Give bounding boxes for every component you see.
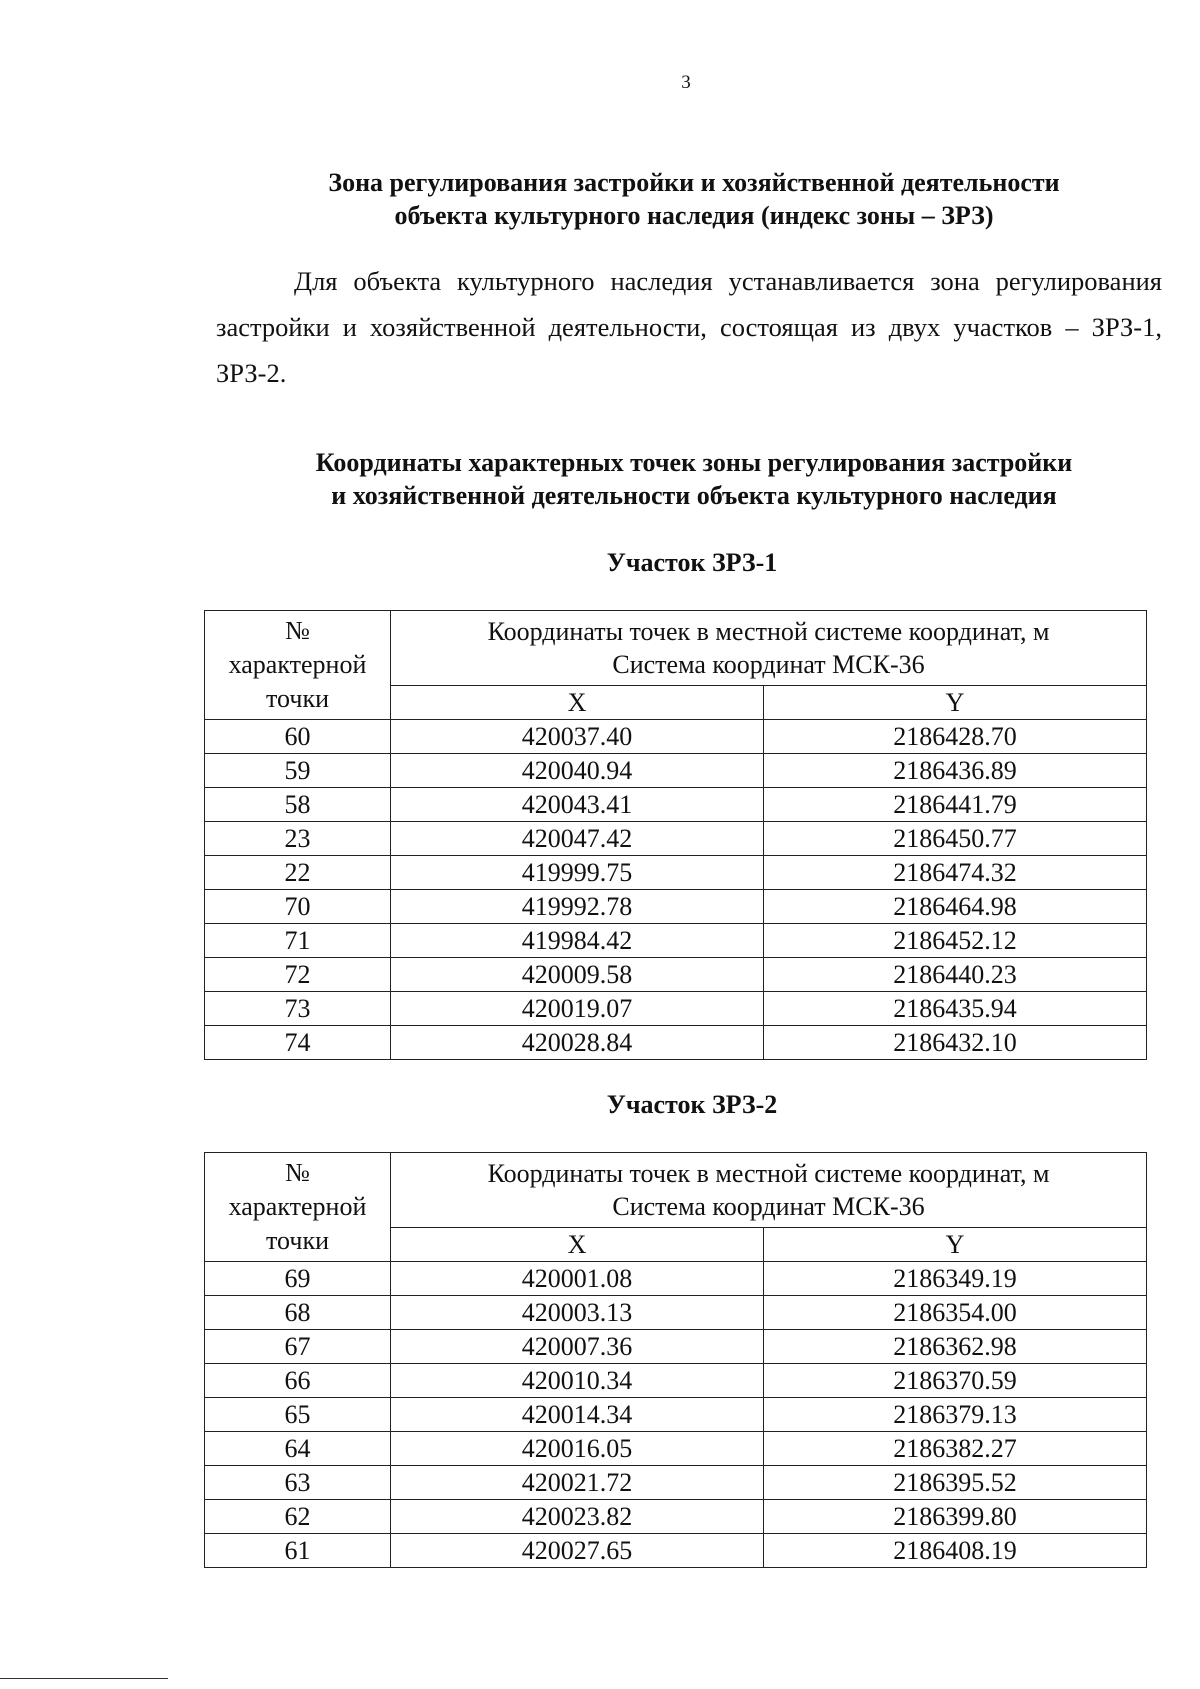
table-row	[205, 1398, 1147, 1432]
x-column-header: X	[391, 1228, 764, 1262]
x-coordinate-cell: 420001.08	[391, 1262, 764, 1296]
x-coordinate-cell: 420010.34	[391, 1364, 764, 1398]
point-number-cell: 63	[205, 1466, 391, 1500]
footer-divider	[0, 1678, 168, 1679]
zone-title-line-2: объекта культурного наследия (индекс зоны – ЗРЗ)	[394, 201, 994, 230]
x-coordinate-cell: 420021.72	[391, 1466, 764, 1500]
zone-title	[226, 166, 1162, 232]
y-coordinate-cell: 2186441.79	[764, 788, 1147, 822]
table-row	[205, 788, 1147, 822]
y-coordinate-cell: 2186395.52	[764, 1466, 1147, 1500]
y-column-header: Y	[764, 1228, 1147, 1262]
table-row	[205, 1500, 1147, 1534]
x-coordinate-cell: 420047.42	[391, 822, 764, 856]
x-coordinate-cell: 420023.82	[391, 1500, 764, 1534]
table-row	[205, 890, 1147, 924]
point-number-cell: 64	[205, 1432, 391, 1466]
y-coordinate-cell: 2186435.94	[764, 992, 1147, 1026]
point-number-cell: 59	[205, 754, 391, 788]
y-coordinate-cell: 2186354.00	[764, 1296, 1147, 1330]
point-number-cell: 73	[205, 992, 391, 1026]
table-row	[205, 1262, 1147, 1296]
table-row	[205, 1296, 1147, 1330]
intro-paragraph: Для объекта культурного наследия устанавливается зона регулирования застройки и хозяйственной деятельности, состоящая из двух участков – ЗРЗ-1, ЗРЗ-2.	[216, 266, 1162, 388]
coordinates-title-line-2: и хозяйственной деятельности объекта культурного наследия	[331, 481, 1057, 510]
coordinates-table-zrz-2	[204, 1152, 1147, 1568]
table-row	[205, 958, 1147, 992]
x-coordinate-cell: 419992.78	[391, 890, 764, 924]
x-coordinate-cell: 420028.84	[391, 1026, 764, 1060]
point-number-cell: 61	[205, 1534, 391, 1568]
y-coordinate-cell: 2186370.59	[764, 1364, 1147, 1398]
point-number-cell: 62	[205, 1500, 391, 1534]
point-number-cell: 58	[205, 788, 391, 822]
y-column-header: Y	[764, 686, 1147, 720]
y-coordinate-cell: 2186440.23	[764, 958, 1147, 992]
point-number-cell: 22	[205, 856, 391, 890]
table-row	[205, 754, 1147, 788]
coordinate-system-header: Координаты точек в местной системе координат, м Система координат МСК-36	[391, 1153, 1147, 1228]
y-coordinate-cell: 2186399.80	[764, 1500, 1147, 1534]
table-row	[205, 924, 1147, 958]
point-number-cell: 67	[205, 1330, 391, 1364]
table-row	[205, 1432, 1147, 1466]
table-row	[205, 822, 1147, 856]
point-number-cell: 69	[205, 1262, 391, 1296]
table-row	[205, 720, 1147, 754]
x-coordinate-cell: 420014.34	[391, 1398, 764, 1432]
y-coordinate-cell: 2186428.70	[764, 720, 1147, 754]
point-number-cell: 68	[205, 1296, 391, 1330]
table-row	[205, 1330, 1147, 1364]
point-number-header: № характерной точки	[205, 1153, 391, 1262]
x-coordinate-cell: 420040.94	[391, 754, 764, 788]
point-number-cell: 65	[205, 1398, 391, 1432]
coordinates-table-zrz-1	[204, 610, 1147, 1060]
section-title-zrz-1: Участок ЗРЗ-1	[606, 548, 778, 577]
y-coordinate-cell: 2186379.13	[764, 1398, 1147, 1432]
zone-title-line-1: Зона регулирования застройки и хозяйственной деятельности	[328, 168, 1060, 197]
point-number-cell: 71	[205, 924, 391, 958]
table-body	[205, 1262, 1147, 1568]
x-coordinate-cell: 420003.13	[391, 1296, 764, 1330]
table-row	[205, 1026, 1147, 1060]
point-number-cell: 23	[205, 822, 391, 856]
coordinates-title	[226, 446, 1162, 512]
y-coordinate-cell: 2186408.19	[764, 1534, 1147, 1568]
y-coordinate-cell: 2186349.19	[764, 1262, 1147, 1296]
coordinates-title-line-1: Координаты характерных точек зоны регулирования застройки	[315, 448, 1073, 477]
y-coordinate-cell: 2186362.98	[764, 1330, 1147, 1364]
x-coordinate-cell: 420043.41	[391, 788, 764, 822]
point-number-cell: 70	[205, 890, 391, 924]
coordinate-system-header: Координаты точек в местной системе координат, м Система координат МСК-36	[391, 611, 1147, 686]
x-coordinate-cell: 420037.40	[391, 720, 764, 754]
x-coordinate-cell: 420027.65	[391, 1534, 764, 1568]
x-coordinate-cell: 419984.42	[391, 924, 764, 958]
section-title-zrz-2: Участок ЗРЗ-2	[606, 1090, 778, 1119]
y-coordinate-cell: 2186436.89	[764, 754, 1147, 788]
y-coordinate-cell: 2186432.10	[764, 1026, 1147, 1060]
table-row	[205, 856, 1147, 890]
point-number-header: № характерной точки	[205, 611, 391, 720]
page-number: 3	[681, 72, 691, 93]
x-coordinate-cell: 419999.75	[391, 856, 764, 890]
table-body	[205, 720, 1147, 1060]
table-row	[205, 1534, 1147, 1568]
y-coordinate-cell: 2186452.12	[764, 924, 1147, 958]
point-number-cell: 66	[205, 1364, 391, 1398]
y-coordinate-cell: 2186474.32	[764, 856, 1147, 890]
point-number-cell: 74	[205, 1026, 391, 1060]
y-coordinate-cell: 2186450.77	[764, 822, 1147, 856]
y-coordinate-cell: 2186464.98	[764, 890, 1147, 924]
x-coordinate-cell: 420019.07	[391, 992, 764, 1026]
point-number-cell: 60	[205, 720, 391, 754]
x-column-header: X	[391, 686, 764, 720]
x-coordinate-cell: 420009.58	[391, 958, 764, 992]
table-row	[205, 1466, 1147, 1500]
table-row	[205, 992, 1147, 1026]
point-number-cell: 72	[205, 958, 391, 992]
x-coordinate-cell: 420016.05	[391, 1432, 764, 1466]
y-coordinate-cell: 2186382.27	[764, 1432, 1147, 1466]
x-coordinate-cell: 420007.36	[391, 1330, 764, 1364]
table-row	[205, 1364, 1147, 1398]
